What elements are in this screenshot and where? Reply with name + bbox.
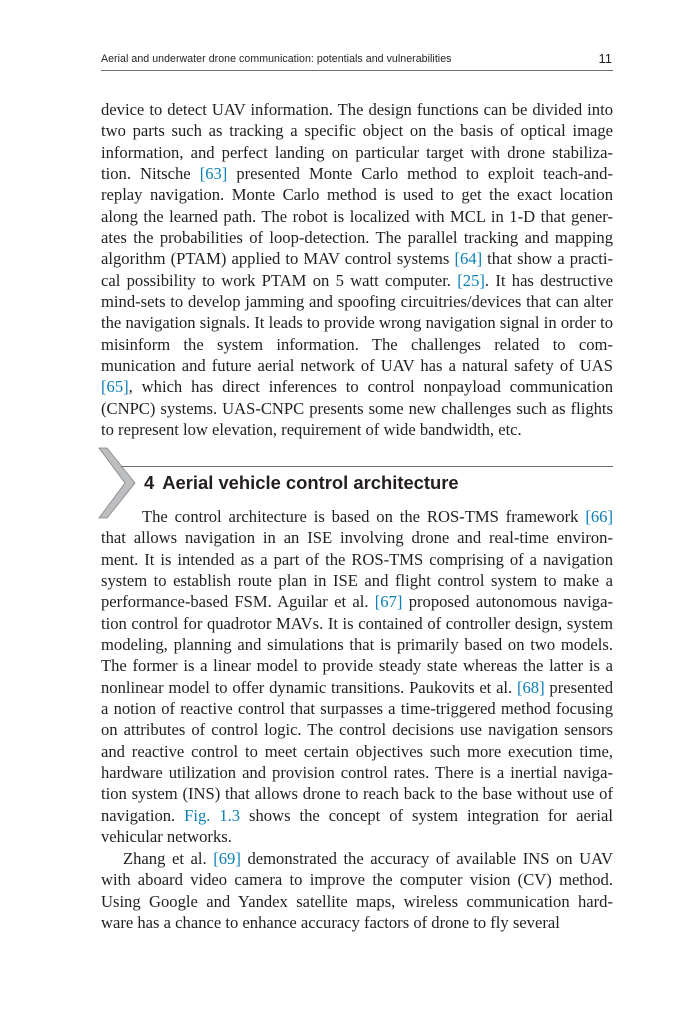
paragraph-text: , which has direct inferences to control nonpayload communication (CNPC) systems. UAS-CNPC presents some new challenges such as flights to represent low elevation, requirement of wide bandwidth, etc. <box>101 377 613 440</box>
reference-link[interactable]: [67] <box>374 592 403 612</box>
paragraph-3 <box>101 848 613 933</box>
paragraph-text: presented Monte Carlo method to exploit teach-and- replay navigation. Monte Carlo method is used to get the exact location along the learned path. The robot is localized with MCL in 1-D that gener- ates the probabilities of loop-detection. The parallel tracking and mapping algorithm (PTAM) applied to MAV control systems <box>101 164 613 269</box>
paragraph-text: The control architecture is based on the ROS-TMS framework <box>142 507 586 526</box>
paragraph-text: Zhang et al. <box>123 849 214 868</box>
paragraph-text: demonstrated the accuracy of available INS on UAV with aboard video camera to improve the computer vision (CV) method. Using Google and Yandex satellite maps, wireless communication hard- ware has a chance to enhance accuracy factors of drone to fly several <box>101 849 613 933</box>
section-rule <box>121 466 613 467</box>
paragraph-text: that show a practi- cal possibility to work PTAM on 5 watt computer. <box>101 249 613 290</box>
page-number: 11 <box>598 51 612 66</box>
reference-link[interactable]: [63] <box>199 164 228 184</box>
reference-link[interactable]: [64] <box>454 249 483 269</box>
running-title: Aerial and underwater drone communication: potentials and vulnerabilities <box>101 53 452 65</box>
reference-link[interactable]: [68] <box>516 677 545 697</box>
running-header <box>101 50 613 71</box>
section-title: Aerial vehicle control architecture <box>162 472 459 493</box>
paragraph-text: . It has destructive mind-sets to develop jamming and spoofing circuitries/devices that can alter the navigation signals. It leads to provide wrong navigation signal in order to misinform the system information. The challenges related to com- munication and future aerial network of UAV has a natural safety of UAS <box>101 270 613 376</box>
section-number: 4 <box>144 472 155 493</box>
reference-link[interactable]: Fig. 1.3 <box>184 805 241 825</box>
paragraph-text: that allows navigation in an ISE involving drone and real-time environ- ment. It is intended as a part of the ROS-TMS comprising of a navigation system to establish route plan in ISE and flight control system to make a performance-based FSM. Aguilar et al. <box>101 528 613 612</box>
reference-link[interactable]: [65] <box>101 377 129 397</box>
section-heading <box>144 472 459 494</box>
paragraph-text: device to detect UAV information. The design functions can be divided into two parts such as tracking a specific object on the basis of optical image information, and perfect landing on particular target with drone stabiliza- tion. Nitsche <box>101 100 613 184</box>
paragraph-2 <box>101 506 613 848</box>
reference-link[interactable]: [69] <box>213 849 241 868</box>
paragraph-text: shows the concept of system integration for aerial vehicular networks. <box>101 805 613 847</box>
paragraph-1 <box>101 99 613 441</box>
paragraph-text: presented a notion of reactive control that surpasses a time-triggered method focusing on attributes of control logic. The control decisions use navigation sensors and reactive control to meet certain objectives such more execution time, hardware utilization and provision control rates. There is a inertial naviga- tion system (INS) that allows drone to reach back to the base without use of navigation. <box>101 677 613 825</box>
reference-link[interactable]: [25] <box>457 270 485 290</box>
reference-link[interactable]: [66] <box>585 507 613 526</box>
paragraph-text: proposed autonomous naviga- tion control for quadrotor MAVs. It is contained of controller design, system modeling, planning and simulations that is primarily based on two models. The former is a linear model to provide steady state whereas the latter is a nonlinear model to offer dynamic transitions. Paukovits et al. <box>101 592 613 697</box>
